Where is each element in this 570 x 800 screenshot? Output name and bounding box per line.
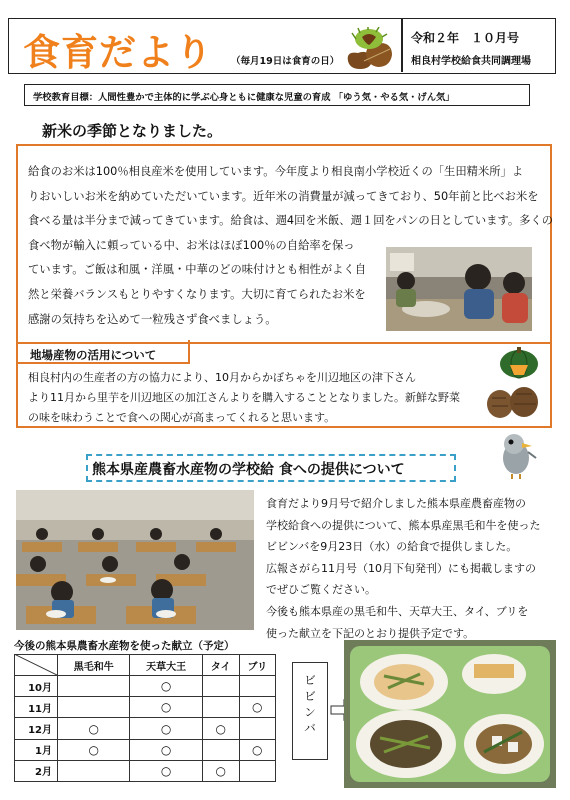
new-rice-heading: 新米の季節となりました。 — [42, 122, 223, 140]
month-cell: 2月 — [15, 760, 58, 781]
table-row — [15, 718, 276, 739]
menu-schedule-title: 今後の熊本県農畜水産物を使った献立（予定） — [14, 640, 235, 652]
classroom-lunch-photo — [16, 490, 254, 630]
body-line: 使った献立を下記のとおり提供予定です。 — [266, 626, 475, 640]
body-line: 相良村内の生産者の方の協力により、10月からかぼちゃを川辺地区の津下さん — [28, 371, 416, 384]
issue-date: 令和２年 １０月号 — [411, 31, 520, 45]
local-produce-title: 地場産物の活用について — [30, 348, 157, 362]
body-line: 感謝の気持ちを込めて一粒残さず食べましょう。 — [28, 312, 277, 326]
table-cell: ○ — [130, 739, 202, 760]
body-line: 然と栄養バランスもとりやすくなります。大切に育てられたお米を — [28, 287, 366, 301]
month-cell: 1月 — [15, 739, 58, 760]
publisher-name: 相良村学校給食共同調理場 — [411, 56, 531, 67]
table-cell — [58, 697, 130, 718]
shokuiku-day-note: （毎月19日は食育の日） — [231, 56, 340, 67]
body-line: ビビンバを9月23日（水）の給食で提供しました。 — [266, 540, 518, 554]
table-cell — [239, 760, 275, 781]
table-cell — [202, 697, 239, 718]
body-line: の味を味わうことで食への関心が高まってくれると思います。 — [28, 411, 336, 424]
table-cell — [58, 760, 130, 781]
bibimbap-label: ビビンバ — [304, 673, 316, 735]
table-cell: ○ — [130, 697, 202, 718]
body-line: 食べる量は半分まで減ってきています。給食は、週4回を米飯、週１回をパンの日としています。多くの — [28, 214, 554, 228]
month-cell: 10月 — [15, 676, 58, 697]
table-cell — [239, 676, 275, 697]
body-line: ています。ご飯は和風・洋風・中華のどの味付けとも相性がよく自 — [28, 263, 367, 277]
column-header: タイ — [202, 655, 239, 676]
bird-illustration — [494, 430, 538, 480]
newsletter-title: 食育だより — [23, 31, 213, 74]
table-cell — [58, 676, 130, 697]
body-line: 今後も熊本県産の黒毛和牛、天草大王、タイ、ブリを — [266, 604, 529, 618]
corner-diagonal-line — [14, 654, 57, 675]
month-cell: 12月 — [15, 718, 58, 739]
table-cell: ○ — [58, 739, 130, 760]
table-cell: ○ — [130, 760, 202, 781]
table-cell — [239, 718, 275, 739]
table-cell: ○ — [130, 718, 202, 739]
table-cell: ○ — [58, 718, 130, 739]
body-line: 食育だより9月号で紹介しました熊本県産農畜産物の — [266, 497, 526, 510]
column-header: ブリ — [239, 655, 275, 676]
school-goal: 学校教育目標：人間性豊かで主体的に学ぶ心身ともに健康な児童の育成 「ゆう気・やる気・げん気」 — [24, 84, 530, 106]
table-cell: ○ — [239, 697, 275, 718]
table-cell: ○ — [130, 676, 202, 697]
body-line: 広報さがら11月号（10月下旬発刊）にも掲載しますの — [266, 561, 536, 575]
chestnut-illustration — [342, 27, 396, 71]
body-line: 給食のお米は100％相良産米を使用しています。今年度より相良南小学校近くの「生田精米所」よ — [28, 165, 524, 178]
body-line: 食べ物が輸入に頼っている中、お米はほぼ100％の自給率を保っ — [28, 238, 355, 252]
table-cell — [202, 739, 239, 760]
table-cell: ○ — [239, 739, 275, 760]
table-row — [15, 697, 276, 718]
body-line: りおいしいお米を納めていただいています。近年米の消費量が減ってきており、50年前と比べお米を — [28, 189, 539, 203]
kumamoto-section-title: 熊本県産農畜水産物の学校給 食への提供について — [92, 462, 405, 478]
table-row — [15, 760, 276, 781]
table-cell: ○ — [202, 718, 239, 739]
table-cell — [202, 676, 239, 697]
local-produce-body — [28, 368, 460, 428]
body-line: 学校給食への提供について、熊本県産黒毛和牛を使った — [266, 518, 541, 532]
students-eating-photo — [386, 247, 532, 331]
taro-illustration — [484, 382, 540, 420]
table-row — [15, 676, 276, 697]
body-line: でぜひご覧ください。 — [266, 583, 376, 597]
column-header: 天草大王 — [130, 655, 202, 676]
body-line: より11月から里芋を川辺地区の加江さんよりを購入することとなりました。新鮮な野菜 — [28, 391, 460, 404]
header-divider — [401, 19, 403, 72]
bibimbap-lunch-photo — [344, 640, 556, 788]
column-header: 黒毛和牛 — [58, 655, 130, 676]
table-row — [15, 739, 276, 760]
kumamoto-body — [266, 493, 541, 644]
pumpkin-illustration — [498, 345, 540, 379]
month-cell: 11月 — [15, 697, 58, 718]
table-cell: ○ — [202, 760, 239, 781]
header-box — [8, 18, 556, 74]
